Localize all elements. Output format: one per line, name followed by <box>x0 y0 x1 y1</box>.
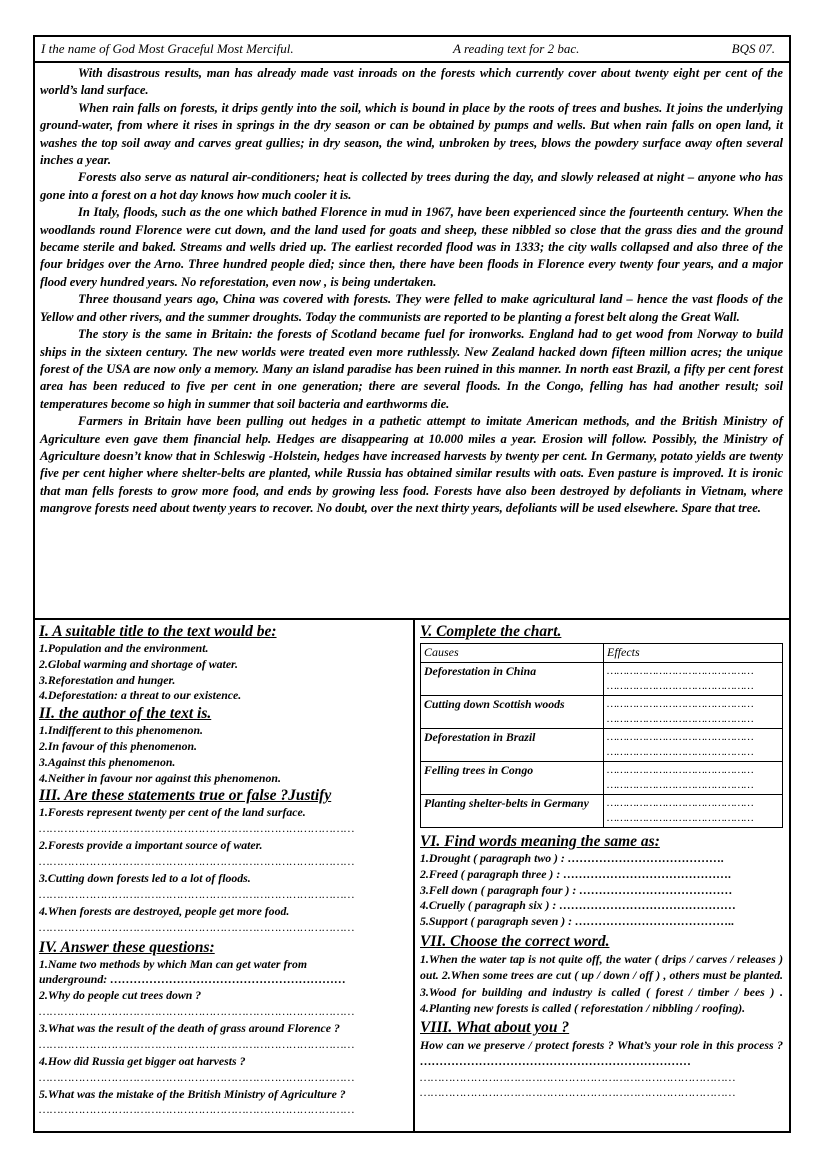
option-item[interactable]: 1.Population and the environment. <box>39 641 209 655</box>
answer-line[interactable]: …………………………………………………………………………… <box>420 1069 736 1084</box>
answer-line[interactable]: ……………………………………… <box>607 764 754 776</box>
chart-effect-cell[interactable] <box>604 795 783 828</box>
opinion-question: How can we preserve / protect forests ? What’s your role in this process ? …………………………………………………………… <box>420 1038 783 1069</box>
section-4-title: IV. Answer these questions: <box>39 938 215 956</box>
paragraph-1: With disastrous results, man has already made vast inroads on the forests which currently cover about twenty eight per cent of the world’s land surface. <box>40 66 783 98</box>
answer-line[interactable]: ……………………………………… <box>607 746 754 758</box>
paragraph-4: In Italy, floods, such as the one which bathed Florence in mud in 1967, have been experienced since the fourteenth century. When the woodlands round Florence were cut down, and the land used for goats and sheep, these nibbled so close that the grass dies and the ground became sterile and baked. Streams and wells dried up. The earliest recorded flood was in 1333; the city walls collapsed and also three of the four bridges over the Arno. Three hundred people died; since then, there have been floods in Florence every twenty four years, and a major flood every hundred years. No reforestation, even now , is being undertaken. <box>40 205 783 289</box>
question-item: 3.What was the result of the death of grass around Florence ? <box>39 1020 340 1035</box>
causes-effects-chart <box>420 643 783 828</box>
question-item: 1.Name two methods by which Man can get water from <box>39 956 308 971</box>
statement-item: 4.When forests are destroyed, people get more food. <box>39 903 290 918</box>
answer-line[interactable]: …………………………………………………………………………… <box>39 886 355 901</box>
answer-line[interactable]: …………………………………………………………………………… <box>39 821 355 836</box>
section-8-title: VIII. What about you ? <box>420 1019 570 1037</box>
answer-line[interactable]: ……………………………………… <box>607 698 754 710</box>
question-item: 4.How did Russia get bigger oat harvests ? <box>39 1053 246 1068</box>
section-3-title: III. Are these statements true or false ?Justify <box>39 787 332 805</box>
option-item[interactable]: 4.Neither in favour nor against this phenomenon. <box>39 770 281 785</box>
vocab-item[interactable]: 2.Freed ( paragraph three ) : ……………………………………. <box>420 866 732 881</box>
vocab-item[interactable]: 5.Support ( paragraph seven ) : ………………………………….. <box>420 914 735 929</box>
section-7-title: VII. Choose the correct word. <box>420 932 610 950</box>
header-dedication: I the name of God Most Graceful Most Merciful. <box>41 41 294 56</box>
exercises-left-column <box>35 620 415 1133</box>
chart-cause: Planting shelter-belts in Germany <box>421 795 604 828</box>
question-item-cont[interactable]: underground: …………………………………………………… <box>39 972 347 987</box>
answer-line[interactable]: ……………………………………… <box>607 731 754 743</box>
option-item[interactable]: 3.Reforestation and hunger. <box>39 672 176 687</box>
answer-line[interactable]: …………………………………………………………………………… <box>39 1102 355 1117</box>
header-code: BQS 07. <box>731 41 775 56</box>
option-item[interactable]: 3.Against this phenomenon. <box>39 754 176 769</box>
chart-header-effects: Effects <box>604 644 783 663</box>
paragraph-3: Forests also serve as natural air-conditioners; heat is collected by trees during the day, and slowly released at night – anyone who has gone into a forest on a hot day knows how much cooler it is. <box>40 170 783 202</box>
question-item: 5.What was the mistake of the British Ministry of Agriculture ? <box>39 1086 346 1101</box>
chart-effect-cell[interactable] <box>604 729 783 762</box>
exercises-right-column <box>415 620 789 1133</box>
answer-line[interactable]: ……………………………………… <box>607 779 754 791</box>
vocab-item[interactable]: 1.Drought ( paragraph two ) : …………………………………. <box>420 851 725 865</box>
section-5-title: V. Complete the chart. <box>420 623 562 640</box>
chart-effect-cell[interactable] <box>604 696 783 729</box>
exercises <box>35 620 789 1133</box>
answer-line[interactable]: ……………………………………… <box>607 680 754 692</box>
section-1-title: I. A suitable title to the text would be: <box>39 623 277 640</box>
chart-header-causes: Causes <box>421 644 604 663</box>
statement-item: 2.Forests provide a important source of water. <box>39 838 263 853</box>
answer-line[interactable]: …………………………………………………………………………… <box>39 919 355 934</box>
chart-cause: Cutting down Scottish woods <box>421 696 604 729</box>
option-item[interactable]: 4.Deforestation: a threat to our existence. <box>39 688 242 703</box>
option-item[interactable]: 2.Global warming and shortage of water. <box>39 656 238 671</box>
choose-word-text[interactable]: 1.When the water tap is not quite off, the water ( drips / carves / releases ) out. 2.When some trees are cut ( up / down / off ) , others must be planted. 3.Wood for building and industry is called ( forest / timber / bees ) . 4.Planting new forests is called ( reforestation / nibbling / roofing). <box>420 951 783 1015</box>
statement-item: 1.Forests represent twenty per cent of the land surface. <box>39 805 306 820</box>
answer-line[interactable]: ……………………………………… <box>607 812 754 824</box>
option-item[interactable]: 2.In favour of this phenomenon. <box>39 738 197 753</box>
header-subtitle: A reading text for 2 bac. <box>453 41 580 56</box>
answer-line[interactable]: ……………………………………… <box>607 797 754 809</box>
chart-cause: Deforestation in China <box>421 663 604 696</box>
chart-cause: Deforestation in Brazil <box>421 729 604 762</box>
answer-line[interactable]: ……………………………………… <box>607 713 754 725</box>
vocab-item[interactable]: 3.Fell down ( paragraph four ) : ………………………………… <box>420 882 733 897</box>
statement-item: 3.Cutting down forests led to a lot of floods. <box>39 870 251 885</box>
section-2-title: II. the author of the text is. <box>39 705 212 723</box>
question-item: 2.Why do people cut trees down ? <box>39 988 202 1003</box>
option-item[interactable]: 1.Indifferent to this phenomenon. <box>39 723 203 738</box>
paragraph-5: Three thousand years ago, China was covered with forests. They were felled to make agricultural land – hence the vast floods of the Yellow and other rivers, and the summer droughts. Today the communists are reported to be planting a forest belt along the Great Wall. <box>40 292 783 324</box>
paragraph-2: When rain falls on forests, it drips gently into the soil, which is bound in place by the roots of trees and bushes. It joins the underlying ground-water, from where it rises in springs in the dry season or can be obtained by pumps and wells. But when rain falls on open land, it washes the top soil away and carves great gullies; in dry season, the wind, unbroken by trees, blows the powdery surface away often several inches a year. <box>40 100 783 168</box>
answer-line[interactable]: …………………………………………………………………………… <box>39 1036 355 1051</box>
answer-line[interactable]: …………………………………………………………………………… <box>420 1084 736 1099</box>
section-6-title: VI. Find words meaning the same as: <box>420 833 660 850</box>
vocab-item[interactable]: 4.Cruelly ( paragraph six ) : ……………………………………… <box>420 898 737 913</box>
answer-line[interactable]: …………………………………………………………………………… <box>39 853 355 868</box>
paragraph-6: The story is the same in Britain: the forests of Scotland became fuel for ironworks. England had to get wood from Norway to build ships in the sixteen century. The new worlds were treated even more ruthlessly. New Zealand hacked down fifteen million acres; the unique forest of the USA are now only a memory. Many an island paradise has been ruined in this manner. In north east Brazil, a fifty per cent forest area has been reduced to five per cent in one generation; there are several floods. In the Congo, felling has had another result; soil temperatures become so high in summer that soil bacteria and earthworms die. <box>40 327 783 411</box>
chart-effect-cell[interactable] <box>604 663 783 696</box>
paragraph-7: Farmers in Britain have been pulling out hedges in a pathetic attempt to imitate American methods, and the British Ministry of Agriculture even gave them financial help. Hedges are disappearing at 10.000 miles a year. Erosion will follow. Possibly, the Ministry of Agriculture doesn’t know that in Schleswig -Holstein, hedges have increased harvests by twenty per cent. In Germany, potato yields are twenty five per cent higher where shelter-belts are planted, while Russia has obtained similar results with oats. Even pasture is improved. It is ironic that man fells forests to grow more food, and ends by growing less food. Forests have also been destroyed by defoliants in Vietnam, where mangrove forests need about twenty years to recover. No doubt, over the next thirty years, defoliants will be used elsewhere. Spare that tree. <box>40 414 783 516</box>
answer-line[interactable]: ……………………………………… <box>607 665 754 677</box>
reading-passage <box>35 63 789 620</box>
chart-effect-cell[interactable] <box>604 762 783 795</box>
header <box>35 37 789 63</box>
worksheet-page <box>33 35 791 1133</box>
chart-cause: Felling trees in Congo <box>421 762 604 795</box>
answer-line[interactable]: …………………………………………………………………………… <box>39 1003 355 1018</box>
answer-line[interactable]: …………………………………………………………………………… <box>39 1069 355 1084</box>
